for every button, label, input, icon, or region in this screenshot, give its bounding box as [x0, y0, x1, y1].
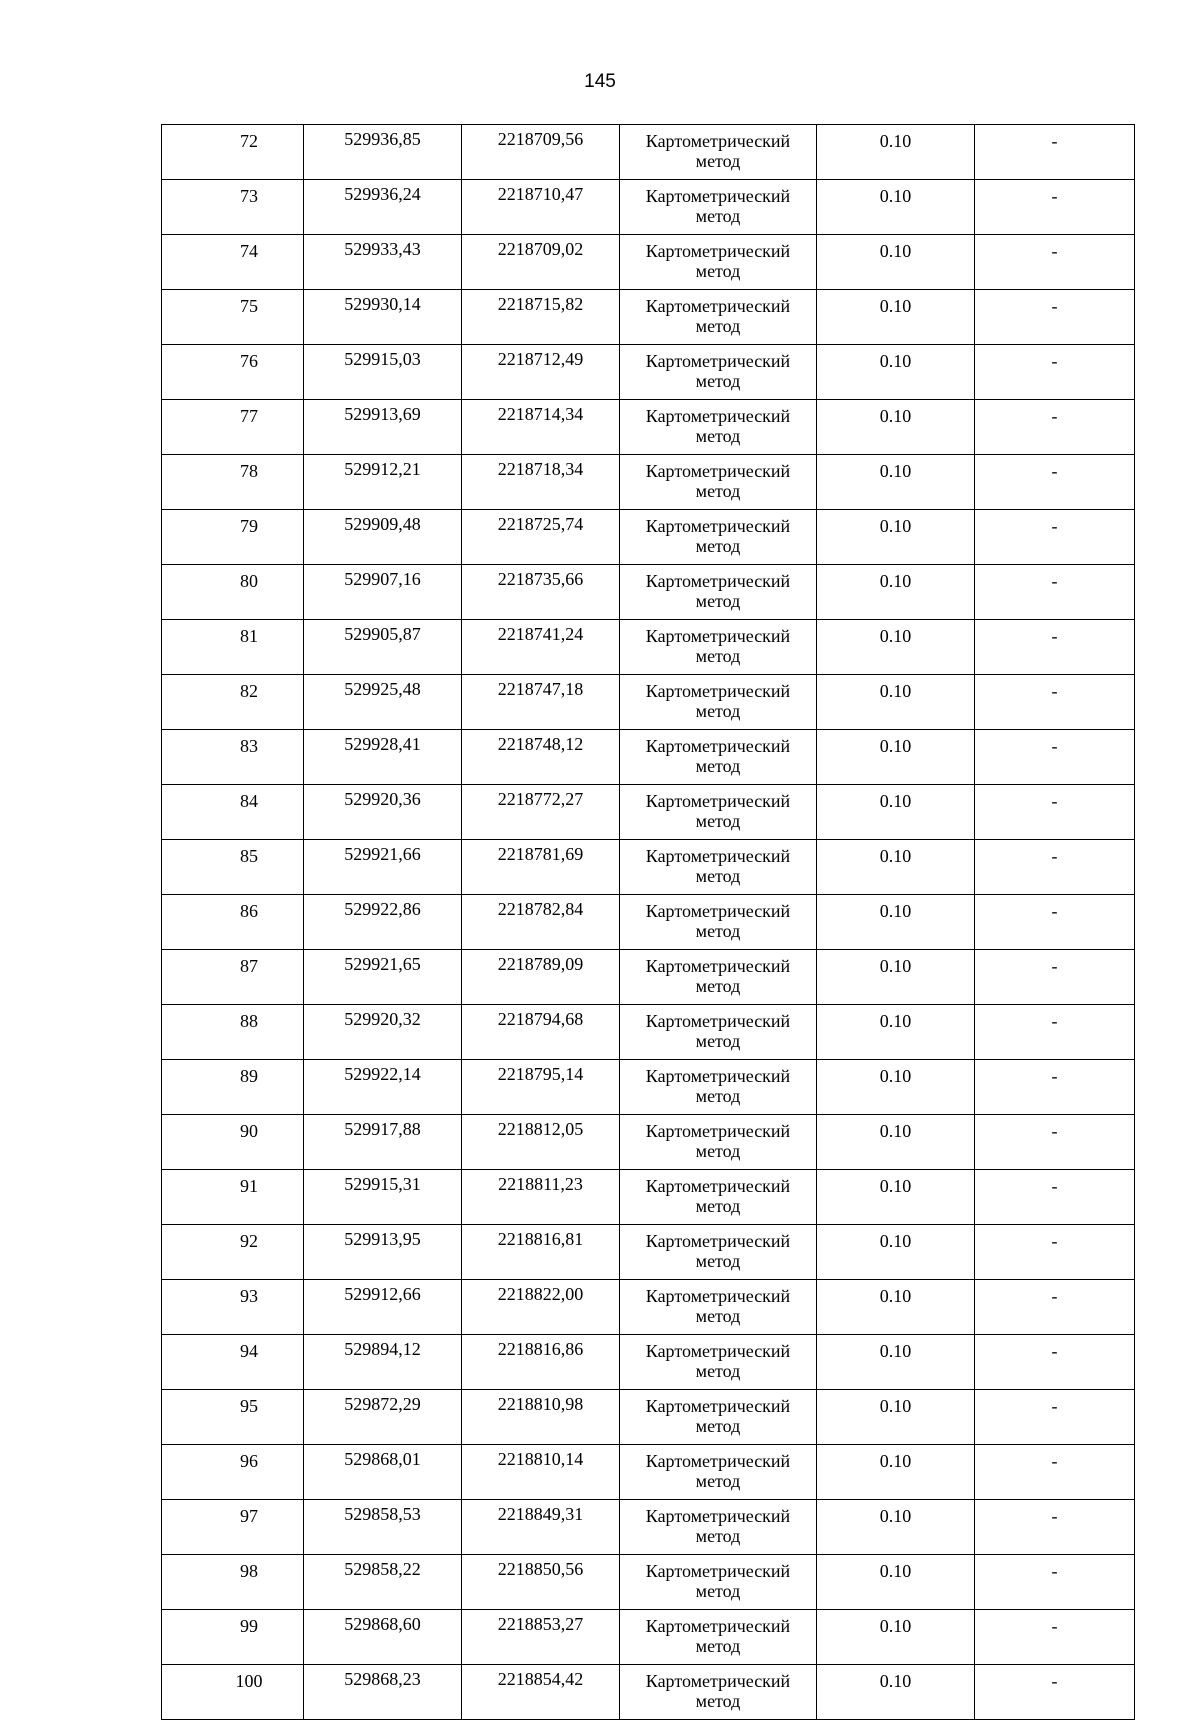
method-line-1: Картометрический [645, 241, 791, 261]
accuracy-cell: 0.10 [817, 620, 975, 675]
point-number-cell: 96 [162, 1445, 304, 1500]
note-cell: - [975, 1390, 1135, 1445]
table-row [162, 620, 1135, 675]
x-coordinate-cell: 529868,23 [304, 1665, 462, 1720]
method-line-2: метод [695, 1141, 741, 1161]
point-number-cell: 85 [162, 840, 304, 895]
method-line-2: метод [695, 1251, 741, 1271]
point-number-cell: 79 [162, 510, 304, 565]
method-line-1: Картометрический [645, 351, 791, 371]
note-cell: - [975, 510, 1135, 565]
method-cell [620, 125, 817, 180]
note-cell: - [975, 1115, 1135, 1170]
method-line-1: Картометрический [645, 1341, 791, 1361]
method-cell [620, 1280, 817, 1335]
method-line-1: Картометрический [645, 131, 791, 151]
method-line-1: Картометрический [645, 461, 791, 481]
y-coordinate-cell: 2218789,09 [462, 950, 620, 1005]
point-number-cell: 80 [162, 565, 304, 620]
point-number-cell: 73 [162, 180, 304, 235]
method-line-2: метод [695, 1471, 741, 1491]
point-number-cell: 100 [162, 1665, 304, 1720]
accuracy-cell: 0.10 [817, 1335, 975, 1390]
note-cell: - [975, 1445, 1135, 1500]
method-line-1: Картометрический [645, 901, 791, 921]
point-number-cell: 83 [162, 730, 304, 785]
coordinates-table-body [162, 125, 1135, 1720]
accuracy-cell: 0.10 [817, 235, 975, 290]
method-line-1: Картометрический [645, 736, 791, 756]
x-coordinate-cell: 529909,48 [304, 510, 462, 565]
y-coordinate-cell: 2218822,00 [462, 1280, 620, 1335]
note-cell: - [975, 1500, 1135, 1555]
accuracy-cell: 0.10 [817, 1280, 975, 1335]
table-row [162, 950, 1135, 1005]
method-line-2: метод [695, 1526, 741, 1546]
note-cell: - [975, 235, 1135, 290]
accuracy-cell: 0.10 [817, 1665, 975, 1720]
method-cell [620, 1225, 817, 1280]
y-coordinate-cell: 2218741,24 [462, 620, 620, 675]
point-number-cell: 92 [162, 1225, 304, 1280]
method-line-1: Картометрический [645, 1451, 791, 1471]
point-number-cell: 78 [162, 455, 304, 510]
table-row [162, 1335, 1135, 1390]
method-line-2: метод [695, 646, 741, 666]
table-row [162, 785, 1135, 840]
note-cell: - [975, 345, 1135, 400]
table-row [162, 1170, 1135, 1225]
note-cell: - [975, 620, 1135, 675]
page-number: 145 [584, 71, 616, 92]
accuracy-cell: 0.10 [817, 675, 975, 730]
table-row [162, 235, 1135, 290]
method-line-1: Картометрический [645, 186, 791, 206]
method-line-2: метод [695, 1306, 741, 1326]
method-line-1: Картометрический [645, 1671, 791, 1691]
method-cell [620, 510, 817, 565]
y-coordinate-cell: 2218710,47 [462, 180, 620, 235]
x-coordinate-cell: 529912,21 [304, 455, 462, 510]
accuracy-cell: 0.10 [817, 950, 975, 1005]
x-coordinate-cell: 529858,53 [304, 1500, 462, 1555]
note-cell: - [975, 1280, 1135, 1335]
method-cell [620, 1610, 817, 1665]
method-cell [620, 1005, 817, 1060]
x-coordinate-cell: 529868,60 [304, 1610, 462, 1665]
table-row [162, 1005, 1135, 1060]
table-row [162, 455, 1135, 510]
table-row [162, 1390, 1135, 1445]
method-cell [620, 455, 817, 510]
x-coordinate-cell: 529915,03 [304, 345, 462, 400]
method-line-1: Картометрический [645, 846, 791, 866]
method-cell [620, 565, 817, 620]
point-number-cell: 76 [162, 345, 304, 400]
x-coordinate-cell: 529922,86 [304, 895, 462, 950]
accuracy-cell: 0.10 [817, 455, 975, 510]
point-number-cell: 94 [162, 1335, 304, 1390]
y-coordinate-cell: 2218747,18 [462, 675, 620, 730]
method-line-1: Картометрический [645, 1176, 791, 1196]
y-coordinate-cell: 2218772,27 [462, 785, 620, 840]
method-line-2: метод [695, 371, 741, 391]
note-cell: - [975, 455, 1135, 510]
method-cell [620, 235, 817, 290]
accuracy-cell: 0.10 [817, 840, 975, 895]
accuracy-cell: 0.10 [817, 345, 975, 400]
x-coordinate-cell: 529858,22 [304, 1555, 462, 1610]
method-line-2: метод [695, 591, 741, 611]
y-coordinate-cell: 2218810,14 [462, 1445, 620, 1500]
y-coordinate-cell: 2218709,02 [462, 235, 620, 290]
x-coordinate-cell: 529921,65 [304, 950, 462, 1005]
accuracy-cell: 0.10 [817, 1060, 975, 1115]
method-line-2: метод [695, 261, 741, 281]
note-cell: - [975, 840, 1135, 895]
note-cell: - [975, 400, 1135, 455]
y-coordinate-cell: 2218735,66 [462, 565, 620, 620]
method-line-2: метод [695, 701, 741, 721]
table-row [162, 1610, 1135, 1665]
method-line-1: Картометрический [645, 1616, 791, 1636]
method-line-1: Картометрический [645, 516, 791, 536]
table-row [162, 1280, 1135, 1335]
method-line-1: Картометрический [645, 1121, 791, 1141]
method-line-2: метод [695, 206, 741, 226]
point-number-cell: 97 [162, 1500, 304, 1555]
method-cell [620, 620, 817, 675]
note-cell: - [975, 950, 1135, 1005]
x-coordinate-cell: 529917,88 [304, 1115, 462, 1170]
note-cell: - [975, 1555, 1135, 1610]
y-coordinate-cell: 2218849,31 [462, 1500, 620, 1555]
method-cell [620, 1115, 817, 1170]
method-cell [620, 950, 817, 1005]
method-line-2: метод [695, 1196, 741, 1216]
x-coordinate-cell: 529915,31 [304, 1170, 462, 1225]
method-cell [620, 840, 817, 895]
x-coordinate-cell: 529925,48 [304, 675, 462, 730]
table-row [162, 1445, 1135, 1500]
accuracy-cell: 0.10 [817, 1115, 975, 1170]
table-row [162, 345, 1135, 400]
y-coordinate-cell: 2218781,69 [462, 840, 620, 895]
x-coordinate-cell: 529920,32 [304, 1005, 462, 1060]
accuracy-cell: 0.10 [817, 785, 975, 840]
accuracy-cell: 0.10 [817, 510, 975, 565]
y-coordinate-cell: 2218850,56 [462, 1555, 620, 1610]
y-coordinate-cell: 2218712,49 [462, 345, 620, 400]
point-number-cell: 95 [162, 1390, 304, 1445]
y-coordinate-cell: 2218782,84 [462, 895, 620, 950]
method-cell [620, 180, 817, 235]
method-line-2: метод [695, 866, 741, 886]
note-cell: - [975, 1610, 1135, 1665]
x-coordinate-cell: 529872,29 [304, 1390, 462, 1445]
method-line-2: метод [695, 1691, 741, 1711]
method-line-2: метод [695, 536, 741, 556]
method-line-1: Картометрический [645, 571, 791, 591]
point-number-cell: 91 [162, 1170, 304, 1225]
method-line-1: Картометрический [645, 681, 791, 701]
accuracy-cell: 0.10 [817, 1500, 975, 1555]
accuracy-cell: 0.10 [817, 1610, 975, 1665]
method-cell [620, 675, 817, 730]
method-cell [620, 1555, 817, 1610]
y-coordinate-cell: 2218854,42 [462, 1665, 620, 1720]
table-row [162, 1500, 1135, 1555]
x-coordinate-cell: 529868,01 [304, 1445, 462, 1500]
table-row [162, 895, 1135, 950]
method-line-1: Картометрический [645, 1231, 791, 1251]
note-cell: - [975, 1665, 1135, 1720]
accuracy-cell: 0.10 [817, 125, 975, 180]
table-row [162, 180, 1135, 235]
table-row [162, 730, 1135, 785]
method-line-1: Картометрический [645, 1286, 791, 1306]
x-coordinate-cell: 529912,66 [304, 1280, 462, 1335]
method-line-2: метод [695, 1636, 741, 1656]
point-number-cell: 84 [162, 785, 304, 840]
x-coordinate-cell: 529894,12 [304, 1335, 462, 1390]
method-line-2: метод [695, 426, 741, 446]
point-number-cell: 75 [162, 290, 304, 345]
x-coordinate-cell: 529928,41 [304, 730, 462, 785]
table-row [162, 675, 1135, 730]
note-cell: - [975, 1060, 1135, 1115]
method-line-2: метод [695, 1031, 741, 1051]
x-coordinate-cell: 529907,16 [304, 565, 462, 620]
y-coordinate-cell: 2218794,68 [462, 1005, 620, 1060]
y-coordinate-cell: 2218795,14 [462, 1060, 620, 1115]
method-cell [620, 1665, 817, 1720]
method-line-2: метод [695, 811, 741, 831]
note-cell: - [975, 565, 1135, 620]
table-row [162, 290, 1135, 345]
method-line-2: метод [695, 756, 741, 776]
method-line-2: метод [695, 316, 741, 336]
y-coordinate-cell: 2218709,56 [462, 125, 620, 180]
x-coordinate-cell: 529921,66 [304, 840, 462, 895]
note-cell: - [975, 125, 1135, 180]
method-cell [620, 400, 817, 455]
note-cell: - [975, 1170, 1135, 1225]
y-coordinate-cell: 2218715,82 [462, 290, 620, 345]
x-coordinate-cell: 529936,85 [304, 125, 462, 180]
note-cell: - [975, 785, 1135, 840]
y-coordinate-cell: 2218810,98 [462, 1390, 620, 1445]
point-number-cell: 93 [162, 1280, 304, 1335]
table-row [162, 1665, 1135, 1720]
table-row [162, 510, 1135, 565]
method-line-1: Картометрический [645, 626, 791, 646]
method-line-2: метод [695, 151, 741, 171]
point-number-cell: 87 [162, 950, 304, 1005]
point-number-cell: 98 [162, 1555, 304, 1610]
accuracy-cell: 0.10 [817, 1170, 975, 1225]
method-cell [620, 1445, 817, 1500]
x-coordinate-cell: 529913,95 [304, 1225, 462, 1280]
method-cell [620, 785, 817, 840]
method-cell [620, 1390, 817, 1445]
point-number-cell: 81 [162, 620, 304, 675]
x-coordinate-cell: 529905,87 [304, 620, 462, 675]
table-row [162, 1060, 1135, 1115]
method-line-2: метод [695, 481, 741, 501]
point-number-cell: 99 [162, 1610, 304, 1665]
y-coordinate-cell: 2218718,34 [462, 455, 620, 510]
table-row [162, 840, 1135, 895]
x-coordinate-cell: 529920,36 [304, 785, 462, 840]
point-number-cell: 82 [162, 675, 304, 730]
table-row [162, 1225, 1135, 1280]
method-line-1: Картометрический [645, 296, 791, 316]
y-coordinate-cell: 2218816,81 [462, 1225, 620, 1280]
y-coordinate-cell: 2218714,34 [462, 400, 620, 455]
x-coordinate-cell: 529936,24 [304, 180, 462, 235]
method-line-2: метод [695, 1416, 741, 1436]
accuracy-cell: 0.10 [817, 400, 975, 455]
point-number-cell: 90 [162, 1115, 304, 1170]
y-coordinate-cell: 2218816,86 [462, 1335, 620, 1390]
method-line-1: Картометрический [645, 1011, 791, 1031]
method-line-1: Картометрический [645, 1561, 791, 1581]
method-line-1: Картометрический [645, 1066, 791, 1086]
x-coordinate-cell: 529933,43 [304, 235, 462, 290]
method-line-1: Картометрический [645, 1396, 791, 1416]
y-coordinate-cell: 2218725,74 [462, 510, 620, 565]
note-cell: - [975, 675, 1135, 730]
accuracy-cell: 0.10 [817, 1445, 975, 1500]
x-coordinate-cell: 529922,14 [304, 1060, 462, 1115]
method-line-2: метод [695, 1581, 741, 1601]
method-cell [620, 1335, 817, 1390]
method-line-2: метод [695, 921, 741, 941]
point-number-cell: 89 [162, 1060, 304, 1115]
note-cell: - [975, 290, 1135, 345]
accuracy-cell: 0.10 [817, 1005, 975, 1060]
note-cell: - [975, 895, 1135, 950]
accuracy-cell: 0.10 [817, 1555, 975, 1610]
point-number-cell: 77 [162, 400, 304, 455]
x-coordinate-cell: 529913,69 [304, 400, 462, 455]
note-cell: - [975, 730, 1135, 785]
table-row [162, 1555, 1135, 1610]
y-coordinate-cell: 2218748,12 [462, 730, 620, 785]
method-cell [620, 345, 817, 400]
note-cell: - [975, 180, 1135, 235]
note-cell: - [975, 1005, 1135, 1060]
point-number-cell: 86 [162, 895, 304, 950]
method-cell [620, 1060, 817, 1115]
coordinates-table [161, 124, 1135, 1720]
point-number-cell: 88 [162, 1005, 304, 1060]
accuracy-cell: 0.10 [817, 895, 975, 950]
method-line-1: Картометрический [645, 791, 791, 811]
y-coordinate-cell: 2218812,05 [462, 1115, 620, 1170]
accuracy-cell: 0.10 [817, 290, 975, 345]
method-cell [620, 1170, 817, 1225]
x-coordinate-cell: 529930,14 [304, 290, 462, 345]
point-number-cell: 74 [162, 235, 304, 290]
accuracy-cell: 0.10 [817, 565, 975, 620]
method-line-1: Картометрический [645, 1506, 791, 1526]
method-line-2: метод [695, 1086, 741, 1106]
method-line-2: метод [695, 1361, 741, 1381]
method-line-2: метод [695, 976, 741, 996]
accuracy-cell: 0.10 [817, 1390, 975, 1445]
note-cell: - [975, 1225, 1135, 1280]
method-line-1: Картометрический [645, 956, 791, 976]
table-row [162, 400, 1135, 455]
table-row [162, 125, 1135, 180]
y-coordinate-cell: 2218811,23 [462, 1170, 620, 1225]
table-row [162, 565, 1135, 620]
note-cell: - [975, 1335, 1135, 1390]
method-cell [620, 730, 817, 785]
method-cell [620, 895, 817, 950]
accuracy-cell: 0.10 [817, 180, 975, 235]
accuracy-cell: 0.10 [817, 730, 975, 785]
method-line-1: Картометрический [645, 406, 791, 426]
table-row [162, 1115, 1135, 1170]
point-number-cell: 72 [162, 125, 304, 180]
method-cell [620, 290, 817, 345]
method-cell [620, 1500, 817, 1555]
y-coordinate-cell: 2218853,27 [462, 1610, 620, 1665]
accuracy-cell: 0.10 [817, 1225, 975, 1280]
